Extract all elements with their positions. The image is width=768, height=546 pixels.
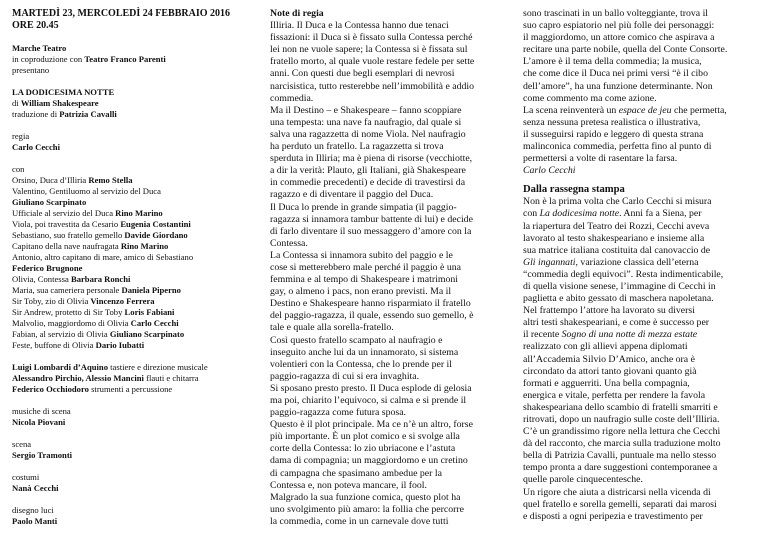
cast-actor: Davide Giordano xyxy=(124,230,188,240)
text-line: bella di Patrizia Cavalli, puntuale ma nello stesso xyxy=(523,450,717,462)
text-line: all’Accademia Silvio D’Amico, anche ora è xyxy=(523,353,695,365)
text-line: ha perduto un fratello. La ragazzetta si trova xyxy=(270,141,444,153)
author-prefix: di xyxy=(12,98,21,108)
text-line: di quella visione senese, l’immagine di Cecchi in xyxy=(523,280,716,292)
text-line: Malgrado la sua funzione comica, questo plot ha xyxy=(270,491,461,503)
musician-name: Federico Occhiodoro xyxy=(12,384,89,394)
text-span: . Anni fa a Siena, per xyxy=(619,208,702,220)
press-heading: Dalla rassegna stampa xyxy=(523,184,625,196)
play-title: LA DODICESIMA NOTTE xyxy=(12,87,115,97)
cast-item xyxy=(12,208,250,219)
text-line: sono trascinati in un ballo volteggiante, trova il xyxy=(523,8,709,19)
text-line: quel fratello e sorella gemelli, separati dai marosi xyxy=(523,498,717,510)
music-by: Nicola Piovani xyxy=(12,417,66,427)
cast-role: Fabian, al servizio di Olivia xyxy=(12,329,110,339)
text-line: shakespeariana dello scambio di fratelli smarriti e xyxy=(523,401,718,413)
text-line: a dir la verità: Plauto, gli Italiani, già Shakespeare xyxy=(270,165,466,177)
cast-item xyxy=(12,241,250,252)
text-line: la riapertura del Teatro dei Rozzi, Cecchi aveva xyxy=(523,220,710,232)
coproduction-line xyxy=(12,54,250,65)
text-line: recitare una parte nobile, quella del Conte Consorte. xyxy=(523,44,728,56)
text-line: Nel frattempo l’attore ha lavorato su diversi xyxy=(523,305,695,317)
text-line: paglietta e abito gessato di maschera napoletana. xyxy=(523,293,714,305)
text-span: , variazione classica dell’eterna xyxy=(575,256,699,268)
cast-item xyxy=(12,274,250,285)
text-line: una tempesta: una nave fa naufragio, dal quale si xyxy=(270,116,462,128)
text-line: anni. Con questi due begli esemplari di nevrosi xyxy=(270,68,455,80)
text-line: del paggio-ragazza, il quale, essendo suo gemello, è xyxy=(270,310,474,322)
text-line: gay, o almeno i pacs, non erano previsti. Ma il xyxy=(270,286,452,298)
music-label: musiche di scena xyxy=(12,406,71,416)
musician-name: Luigi Lombardi d’Aquino xyxy=(12,362,108,372)
text-line: dell’amore”, ha una funzione determinante. Non xyxy=(523,80,713,92)
cast-item xyxy=(12,307,250,318)
credits-column xyxy=(12,8,250,527)
time-line: ORE 20.45 xyxy=(12,20,59,31)
author-name: William Shakespeare xyxy=(20,98,99,108)
scene-label: scena xyxy=(12,439,32,449)
translator-line xyxy=(12,109,250,120)
text-span: con xyxy=(523,208,540,220)
cast-actor: Carlo Cecchi xyxy=(130,318,179,328)
text-line: senza nessuna pretesa realistica o illustrativa, xyxy=(523,116,701,128)
cast-role: Ufficiale al servizio del Duca xyxy=(12,208,116,218)
text-line: permettersi a volte di rasentare la farsa. xyxy=(523,153,678,165)
cast-actor: Giuliano Scarpinato xyxy=(12,197,87,207)
text-line: volentieri con la Contessa, che lo prende per il xyxy=(270,358,452,370)
text-line: salva una ragazzetta di nome Viola. Nel naufragio xyxy=(270,128,466,140)
cast-role: Sir Toby, zio di Olivia xyxy=(12,296,91,306)
cast-item xyxy=(12,230,250,241)
producer: Marche Teatro xyxy=(12,43,67,53)
musician-item xyxy=(12,362,250,373)
translator-prefix: traduzione di xyxy=(12,109,60,119)
text-line: fratello morto, al quale vuole restare fedele per sette xyxy=(270,56,475,68)
text-line xyxy=(523,257,761,269)
scene-by: Sergio Tramonti xyxy=(12,450,73,460)
date-line: MARTEDÌ 23, MERCOLEDÌ 24 FEBBRAIO 2016 xyxy=(12,8,230,19)
text-line: lavorato al testo shakespeariano e insieme alla xyxy=(523,232,705,244)
text-line: in commedie precedenti) e decide di travestirsi da xyxy=(270,177,466,189)
cast-item xyxy=(12,219,250,230)
coproduction-prefix: in coproduzione con xyxy=(12,54,85,64)
text-line: corte della Contessa: lo zio ubriacone e l’astuta xyxy=(270,443,456,455)
text-line: narcisistica, tutto resterebbe nell’immobilità e addio xyxy=(270,80,475,92)
musician-role: flauti e chitarra xyxy=(143,373,199,383)
text-line: commedia. xyxy=(270,92,314,104)
director-name: Carlo Cecchi xyxy=(12,142,60,152)
text-line: L’amore è il tema della commedia; la musica, xyxy=(523,56,702,68)
cast-role: Orsino, Duca d’Illiria xyxy=(12,175,89,185)
text-line: Si sposano presto presto. Il Duca esplode di gelosia xyxy=(270,382,472,394)
cast-actor: Dario Iubatti xyxy=(95,340,145,350)
cast-item xyxy=(12,318,250,329)
text-line: energica e vitale, perfetta per rendere la favola xyxy=(523,389,706,401)
text-line: lei non ne vuole sapere; la Contessa si è fissata sul xyxy=(270,44,468,56)
text-line: realizzato con gli allievi appena diplomati xyxy=(523,341,688,353)
text-line: che come dice il Duca nei primi versi “è il cibo xyxy=(523,68,708,80)
musician-role: strumenti a percussione xyxy=(88,384,173,394)
author-line xyxy=(12,98,250,109)
text-line: di campagna che spasimano ambedue per la xyxy=(270,467,442,479)
text-line: paggio-ragazza di cui si era invaghita. xyxy=(270,370,420,382)
text-line: di farlo diventare il suo messaggero d’amore con la xyxy=(270,225,472,237)
text-line: formati e agguerriti. Una bella compagnia, xyxy=(523,377,690,389)
cast-role: Feste, buffone di Olivia xyxy=(12,340,96,350)
costume-label: costumi xyxy=(12,472,40,482)
text-line: malinconica commedia, perfetta fino al punto di xyxy=(523,141,712,153)
cast-actor: Rino Marino xyxy=(120,241,169,251)
cast-role: Sebastiano, suo fratello gemello xyxy=(12,230,125,240)
text-line: C’è un grandissimo rigore nella lettura che Cecchi xyxy=(523,426,721,438)
text-line: il susseguirsi rapido e leggero di questa strana xyxy=(523,128,704,140)
text-line: Un rigore che aiuta a districarsi nella vicenda di xyxy=(523,486,711,498)
text-line: uno svolgimento più amaro: la follia che percorre xyxy=(270,503,464,515)
text-line: e disposti a ogni peripezia e travestimento per xyxy=(523,510,703,522)
text-line: ragazza si innamora tambur battente di lui) e decide xyxy=(270,213,473,225)
text-line: “commedia degli equivoci”. Resta indimenticabile, xyxy=(523,268,724,280)
text-line: tempo pronta a dare suggestioni contemporanee a xyxy=(523,462,718,474)
text-line: come commento ma come azione. xyxy=(523,92,657,104)
cast-role: Maria, sua cameriera personale xyxy=(12,285,122,295)
costume-by: Nanà Cecchi xyxy=(12,483,59,493)
text-line: ma poi, chiarito l’equivoco, si calma e si prende il xyxy=(270,395,467,406)
musicians-list xyxy=(12,362,250,395)
text-span-italic: espace de jeu xyxy=(618,104,672,116)
cast-item xyxy=(12,175,250,186)
cast-actor: Daniela Piperno xyxy=(121,285,181,295)
text-line: tale e quale alla sorella-fratello. xyxy=(270,322,394,334)
cast-role: Malvolio, maggiordomo di Olivia xyxy=(12,318,131,328)
musician-role: tastiere e direzione musicale xyxy=(108,362,208,372)
cast-item xyxy=(12,263,250,274)
cast-item xyxy=(12,296,250,307)
text-line: paggio-ragazza come futura sposa. xyxy=(270,407,407,419)
text-line xyxy=(523,329,761,341)
cast-role: Capitano della nave naufragata xyxy=(12,241,121,251)
cast-role: Olivia, Contessa xyxy=(12,274,71,284)
presents-label: presentano xyxy=(12,65,50,75)
text-line: Non è la prima volta che Carlo Cecchi si misura xyxy=(523,196,712,208)
cast-actor: Remo Stella xyxy=(88,175,133,185)
signature: Carlo Cecchi xyxy=(523,165,576,177)
text-span: che permetta, xyxy=(671,104,727,116)
cast-item xyxy=(12,186,250,197)
text-line: sua matrice italiana costituita dal canovaccio de xyxy=(523,244,711,256)
text-span-italic: Gli ingannati xyxy=(523,256,576,268)
cast-label: con xyxy=(12,164,25,174)
text-line: femmina e al tempo di Shakespeare i matrimoni xyxy=(270,274,458,286)
cast-item xyxy=(12,340,250,351)
text-line: altri testi shakespeariani, e come è successo per xyxy=(523,317,710,329)
text-line: quelle parole cinquecentesche. xyxy=(523,474,643,486)
text-span: il recente xyxy=(523,329,562,341)
text-line: dà del racconto, che marcia sulla traduzione molto xyxy=(523,438,721,450)
cast-item xyxy=(12,285,250,296)
notes-body xyxy=(270,20,508,528)
director-notes-column xyxy=(270,8,508,528)
musician-item xyxy=(12,373,250,384)
text-line: Così questo fratello scampato al naufragio e xyxy=(270,334,443,346)
cast-actor: Eugenia Costantini xyxy=(120,219,191,229)
text-line: dama di compagnia; un maggiordomo e un cretino xyxy=(270,455,468,467)
cast-actor: Loris Fabiani xyxy=(124,307,175,317)
cast-role: Viola, poi travestita da Cesario xyxy=(12,219,121,229)
text-line: Destino e Shakespeare hanno risparmiato il fratello xyxy=(270,298,471,310)
cast-actor: Vincenzo Ferrera xyxy=(90,296,155,306)
cast-role: Valentino, Gentiluomo al servizio del Duca xyxy=(12,186,161,196)
text-line: suo capro espiatorio nel più folle dei personaggi: xyxy=(523,20,715,32)
cast-actor: Rino Marino xyxy=(115,208,163,218)
cast-item xyxy=(12,252,250,263)
musician-name: Alessandro Pirchio, Alessio Mancini xyxy=(12,373,144,383)
text-line xyxy=(523,208,761,220)
cast-item xyxy=(12,197,250,208)
text-line: Il Duca lo prende in grande simpatia (il paggio- xyxy=(270,201,457,213)
text-span: La scena reinventerà un xyxy=(523,104,619,116)
cast-actor: Federico Brugnone xyxy=(12,263,83,273)
text-line: più importante. È un plot comico e si svolge alla xyxy=(270,431,460,443)
text-line: sperduta in Illiria; ma è piena di risorse (vecchiotte, xyxy=(270,153,473,165)
cast-actor: Giuliano Scarpinato xyxy=(109,329,185,339)
text-line: Contessa e, non poteva mancare, il fool. xyxy=(270,479,427,491)
text-line: Illiria. Il Duca e la Contessa hanno due tenaci xyxy=(270,20,449,32)
text-line: ritrovati, dopo un naufragio sulle coste dell’Illiria. xyxy=(523,414,720,425)
text-line xyxy=(523,105,761,117)
musician-item xyxy=(12,384,250,395)
light-label: disegno luci xyxy=(12,505,54,515)
review-column xyxy=(523,8,761,523)
text-line: Questo è il plot principale. Ma ce n’è un altro, forse xyxy=(270,419,473,431)
translator-name: Patrizia Cavalli xyxy=(59,109,117,119)
coproducer: Teatro Franco Parenti xyxy=(84,54,166,64)
text-line: il maggiordomo, un attore comico che aspirava a xyxy=(523,32,715,44)
text-line: ragazzo e di diventare il paggio del Duca. xyxy=(270,189,434,201)
text-line: fissazioni: il Duca si è fissato sulla Contessa perché xyxy=(270,32,473,44)
notes-heading: Note di regia xyxy=(270,8,324,19)
text-line: la commedia, come in un carnevale dove tutti xyxy=(270,515,449,527)
light-by: Paolo Manti xyxy=(12,516,58,526)
cast-role: Antonio, altro capitano di mare, amico di Sebastiano xyxy=(12,252,194,262)
text-line: La Contessa si innamora subito del paggio e le xyxy=(270,249,453,261)
cast-item xyxy=(12,329,250,340)
text-span-italic: La dodicesima notte xyxy=(539,208,620,220)
text-line: Contessa. xyxy=(270,237,308,249)
text-line: inseguito anche lui da un innamorato, si sistema xyxy=(270,346,459,358)
text-line: Ma il Destino – e Shakespeare – fanno scoppiare xyxy=(270,104,462,116)
text-span-italic: Sogno di una notte di mezza estate xyxy=(561,329,698,341)
direction-label: regia xyxy=(12,131,30,141)
cast-actor: Barbara Ronchi xyxy=(70,274,131,284)
text-line: circondato da attori tanto giovani quanto già xyxy=(523,365,697,377)
cast-list xyxy=(12,175,250,351)
cast-role: Sir Andrew, protetto di Sir Toby xyxy=(12,307,125,317)
text-line: cose si metterebbero male perché il paggio è una xyxy=(270,261,461,273)
